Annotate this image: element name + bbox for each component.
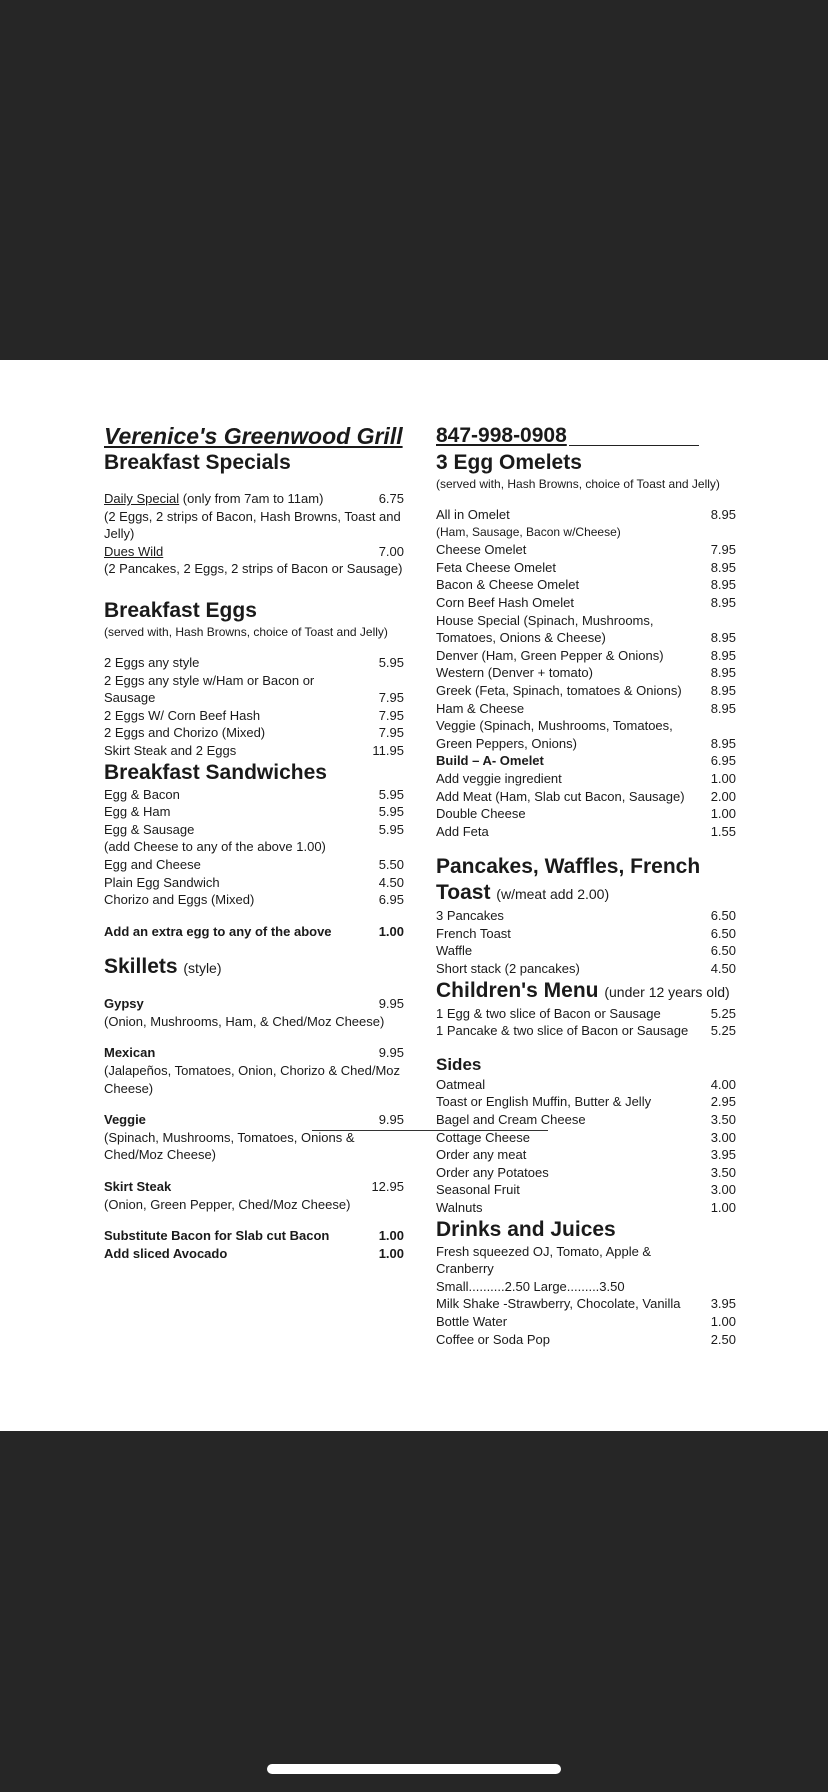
item-name: (Ham, Sausage, Bacon w/Cheese)	[436, 524, 621, 539]
item-price: 7.95	[710, 542, 736, 558]
menu-item	[436, 1181, 736, 1199]
menu-item	[104, 803, 404, 821]
children-heading	[436, 978, 736, 1005]
item-name: Feta Cheese Omelet	[436, 559, 556, 575]
menu-item	[436, 1243, 736, 1278]
item-name: Walnuts	[436, 1200, 483, 1215]
item-price: 1.00	[710, 806, 736, 822]
children-list	[436, 1005, 736, 1040]
item-name: Short stack (2 pancakes)	[436, 961, 580, 977]
item-desc: (Onion, Green Pepper, Ched/Moz Cheese)	[104, 1196, 351, 1212]
item-price: 1.00	[378, 923, 404, 939]
pancakes-heading-2	[436, 880, 736, 907]
home-indicator[interactable]	[267, 1764, 561, 1774]
menu-item	[436, 1005, 736, 1023]
special-item	[104, 543, 404, 578]
menu-document	[0, 360, 828, 1431]
sides-list	[436, 1076, 736, 1217]
item-price: 5.50	[378, 856, 404, 872]
item-price: 7.95	[378, 725, 404, 741]
skillet-item	[104, 995, 404, 1030]
omelets-list	[436, 506, 736, 840]
item-name: Add veggie ingredient	[436, 770, 562, 786]
item-name: Cottage Cheese	[436, 1129, 530, 1145]
item-name: Skirt Steak	[104, 1179, 172, 1195]
item-price: 11.95	[372, 742, 404, 758]
item-name: Seasonal Fruit	[436, 1182, 520, 1198]
item-name: Add Meat (Ham, Slab cut Bacon, Sausage)	[436, 788, 685, 804]
item-name: Ham & Cheese	[436, 700, 525, 716]
item-name: Bottle Water	[436, 1313, 508, 1329]
omelets-heading: 3 Egg Omelets	[436, 451, 582, 474]
item-price: 6.50	[710, 925, 736, 941]
item-name: 2 Eggs any style w/Ham or Bacon or Sausage	[104, 672, 315, 706]
menu-item	[436, 1129, 736, 1147]
menu-item	[436, 1076, 736, 1094]
menu-item	[436, 1093, 736, 1111]
item-name: Waffle	[436, 943, 473, 959]
omelets-sub: (served with, Hash Browns, choice of Toast and Jelly)	[436, 477, 720, 491]
menu-item	[436, 717, 736, 752]
menu-item	[436, 1111, 736, 1129]
menu-item	[436, 524, 736, 542]
item-name: Egg & Sausage	[104, 821, 195, 837]
item-price: 8.95	[710, 735, 736, 751]
item-name: Chorizo and Eggs (Mixed)	[104, 892, 255, 908]
item-name: Order any Potatoes	[436, 1164, 549, 1180]
menu-item	[436, 1164, 736, 1182]
skillet-item	[104, 1178, 404, 1213]
pancakes-title: Toast	[436, 881, 491, 905]
children-title: Children's Menu	[436, 978, 599, 1002]
item-name: 2 Eggs W/ Corn Beef Hash	[104, 707, 261, 723]
item-price	[696, 524, 736, 542]
item-desc: (Jalapeños, Tomatoes, Onion, Chorizo & Ched/Moz Cheese)	[104, 1063, 401, 1096]
menu-item	[104, 672, 404, 707]
item-price: 8.95	[710, 665, 736, 681]
menu-item	[104, 724, 404, 742]
special-item	[104, 490, 404, 543]
item-price: 2.95	[710, 1094, 736, 1110]
item-name: Add Feta	[436, 823, 489, 839]
skillets-heading	[104, 954, 404, 981]
item-price: 8.95	[710, 507, 736, 522]
item-name: Egg & Bacon	[104, 786, 180, 802]
item-price: 4.50	[378, 874, 404, 890]
menu-item	[436, 1278, 736, 1296]
item-price: 1.00	[378, 1245, 404, 1261]
children-note: (under 12 years old)	[604, 983, 730, 1000]
drinks-heading: Drinks and Juices	[436, 1217, 616, 1241]
menu-item	[436, 594, 736, 612]
item-price: 5.95	[378, 654, 404, 670]
menu-item	[104, 838, 404, 856]
menu-item	[436, 647, 736, 665]
item-price: 1.00	[378, 1228, 404, 1244]
phone-text: 847-998-0908	[436, 424, 567, 447]
item-name: Egg & Ham	[104, 804, 171, 820]
special-name: Daily Special	[104, 491, 180, 506]
special-desc: (2 Eggs, 2 strips of Bacon, Hash Browns, Toast and Jelly)	[104, 508, 401, 542]
menu-item	[436, 506, 736, 524]
item-name: Plain Egg Sandwich	[104, 874, 220, 890]
item-name: Cheese Omelet	[436, 542, 527, 558]
item-name: 2 Eggs any style	[104, 654, 200, 670]
menu-item	[436, 925, 736, 943]
menu-item	[436, 1146, 736, 1164]
special-name: Dues Wild	[104, 543, 164, 559]
item-price	[364, 838, 404, 856]
pancakes-heading: Pancakes, Waffles, French	[436, 855, 701, 879]
item-name: Milk Shake -Strawberry, Chocolate, Vanilla	[436, 1296, 681, 1312]
item-price: 5.95	[378, 786, 404, 802]
item-name: Gypsy	[104, 996, 144, 1012]
item-price: 1.00	[710, 770, 736, 786]
item-price: 6.50	[710, 943, 736, 959]
item-price: 6.95	[378, 892, 404, 908]
item-price: 5.25	[710, 1023, 736, 1039]
menu-item	[436, 1313, 736, 1331]
menu-item	[436, 907, 736, 925]
menu-item	[436, 700, 736, 718]
item-price: 4.50	[710, 961, 736, 977]
item-name: Fresh squeezed OJ, Tomato, Apple & Cranberry	[436, 1243, 652, 1277]
item-name: Bagel and Cream Cheese	[436, 1112, 586, 1128]
item-price: 12.95	[371, 1179, 404, 1195]
item-price: 4.00	[710, 1076, 736, 1092]
item-price: 8.95	[710, 682, 736, 698]
divider-line	[312, 1130, 548, 1131]
item-name: Corn Beef Hash Omelet	[436, 594, 575, 610]
menu-item	[436, 770, 736, 788]
menu-item	[436, 942, 736, 960]
breakfast-eggs-sub: (served with, Hash Browns, choice of Toast and Jelly)	[104, 624, 388, 639]
menu-item	[104, 742, 404, 760]
item-price: 5.95	[378, 821, 404, 837]
item-name: Order any meat	[436, 1147, 527, 1163]
item-price	[696, 1243, 736, 1278]
item-desc: (Onion, Mushrooms, Ham, & Ched/Moz Cheese)	[104, 1013, 385, 1029]
item-name: All in Omelet	[436, 507, 510, 522]
menu-item	[104, 856, 404, 874]
item-name: Greek (Feta, Spinach, tomatoes & Onions)	[436, 682, 682, 698]
item-name: Substitute Bacon for Slab cut Bacon	[104, 1228, 330, 1244]
item-name: French Toast	[436, 925, 511, 941]
skillet-item	[104, 1044, 404, 1097]
breakfast-sandwiches-list	[104, 786, 404, 909]
item-price: 8.95	[710, 559, 736, 575]
item-price: 5.95	[378, 804, 404, 820]
skillet-item	[104, 1111, 404, 1164]
menu-item	[104, 821, 404, 839]
item-desc: (Spinach, Mushrooms, Tomatoes, Onions & Ched/Moz Cheese)	[104, 1129, 355, 1163]
left-column	[104, 422, 404, 1262]
item-price: 3.50	[710, 1112, 736, 1128]
item-name: Add an extra egg to any of the above	[104, 923, 332, 939]
menu-item	[436, 788, 736, 806]
item-name: Veggie (Spinach, Mushrooms, Tomatoes, Green Peppers, Onions)	[436, 718, 673, 751]
item-name: Oatmeal	[436, 1076, 486, 1092]
breakfast-eggs-heading: Breakfast Eggs	[104, 598, 257, 622]
item-price: 3.50	[710, 1164, 736, 1180]
skillet-extra	[104, 1245, 404, 1263]
item-price: 3.00	[710, 1182, 736, 1198]
item-name: Build – A- Omelet	[436, 753, 544, 769]
skillet-extra	[104, 1227, 404, 1245]
restaurant-title: Verenice's Greenwood Grill	[104, 423, 403, 449]
item-name: 1 Pancake & two slice of Bacon or Sausage	[436, 1023, 689, 1039]
menu-item	[436, 612, 736, 647]
item-price: 3.95	[710, 1296, 736, 1312]
breakfast-sandwiches-heading: Breakfast Sandwiches	[104, 760, 327, 784]
menu-item	[436, 682, 736, 700]
item-name: Mexican	[104, 1045, 156, 1061]
item-name: Add sliced Avocado	[104, 1245, 228, 1261]
item-name: 2 Eggs and Chorizo (Mixed)	[104, 725, 266, 741]
item-price: 6.50	[710, 908, 736, 924]
menu-item	[104, 786, 404, 804]
menu-item	[436, 576, 736, 594]
item-price: 7.95	[378, 707, 404, 723]
item-price: 8.95	[710, 594, 736, 610]
item-price: 8.95	[710, 647, 736, 663]
item-price: 9.95	[378, 1112, 404, 1128]
item-price: 8.95	[710, 630, 736, 646]
menu-item	[436, 1295, 736, 1313]
drinks-list	[436, 1243, 736, 1349]
item-name: Double Cheese	[436, 806, 526, 822]
menu-item	[436, 664, 736, 682]
sides-heading: Sides	[436, 1054, 482, 1074]
item-name: Small..........2.50 Large.........3.50	[436, 1278, 625, 1294]
extra-egg-item	[104, 923, 404, 941]
item-name: (add Cheese to any of the above 1.00)	[104, 839, 326, 855]
item-price: 5.25	[710, 1005, 736, 1021]
item-name: Skirt Steak and 2 Eggs	[104, 742, 237, 758]
item-price: 2.50	[710, 1331, 736, 1347]
menu-item	[436, 752, 736, 770]
item-price: 9.95	[378, 1045, 404, 1061]
item-name: Coffee or Soda Pop	[436, 1331, 550, 1347]
item-price: 8.95	[710, 577, 736, 593]
item-price: 7.95	[378, 690, 404, 706]
menu-item	[436, 541, 736, 559]
menu-item	[436, 823, 736, 841]
item-price: 1.55	[710, 823, 736, 839]
breakfast-specials-heading: Breakfast Specials	[104, 451, 291, 474]
item-name: Denver (Ham, Green Pepper & Onions)	[436, 647, 664, 663]
skillets-title: Skillets	[104, 955, 178, 979]
menu-item	[436, 1331, 736, 1349]
pancakes-list	[436, 907, 736, 977]
item-price: 1.00	[710, 1200, 736, 1215]
item-name: House Special (Spinach, Mushrooms, Tomatoes, Onions & Cheese)	[436, 612, 654, 646]
special-price: 6.75	[378, 491, 404, 506]
pancakes-note: (w/meat add 2.00)	[496, 886, 610, 903]
menu-item	[436, 1199, 736, 1217]
special-desc: (2 Pancakes, 2 Eggs, 2 strips of Bacon or Sausage)	[104, 561, 403, 577]
item-name: Toast or English Muffin, Butter & Jelly	[436, 1094, 652, 1110]
special-price: 7.00	[378, 543, 404, 559]
menu-item	[104, 874, 404, 892]
item-name: Egg and Cheese	[104, 856, 201, 872]
item-price: 3.95	[710, 1147, 736, 1163]
skillets-note: (style)	[183, 960, 222, 977]
phone-number	[436, 422, 736, 450]
item-price: 8.95	[710, 700, 736, 716]
item-price	[696, 1278, 736, 1296]
item-price: 9.95	[378, 996, 404, 1012]
menu-item	[104, 891, 404, 909]
menu-item	[436, 805, 736, 823]
breakfast-eggs-list	[104, 654, 404, 760]
special-note: (only from 7am to 11am)	[182, 491, 324, 506]
menu-item	[436, 559, 736, 577]
item-name: 1 Egg & two slice of Bacon or Sausage	[436, 1005, 661, 1021]
item-price: 3.00	[710, 1129, 736, 1145]
menu-item	[104, 654, 404, 672]
right-column	[436, 422, 736, 1348]
item-name: 3 Pancakes	[436, 908, 504, 924]
menu-item	[104, 707, 404, 725]
item-price: 6.95	[710, 753, 736, 769]
item-name: Veggie	[104, 1112, 146, 1128]
item-name: Bacon & Cheese Omelet	[436, 577, 580, 593]
menu-item	[436, 960, 736, 978]
item-price: 2.00	[710, 788, 736, 804]
item-price: 1.00	[710, 1313, 736, 1329]
item-name: Western (Denver + tomato)	[436, 665, 593, 681]
menu-item	[436, 1022, 736, 1040]
